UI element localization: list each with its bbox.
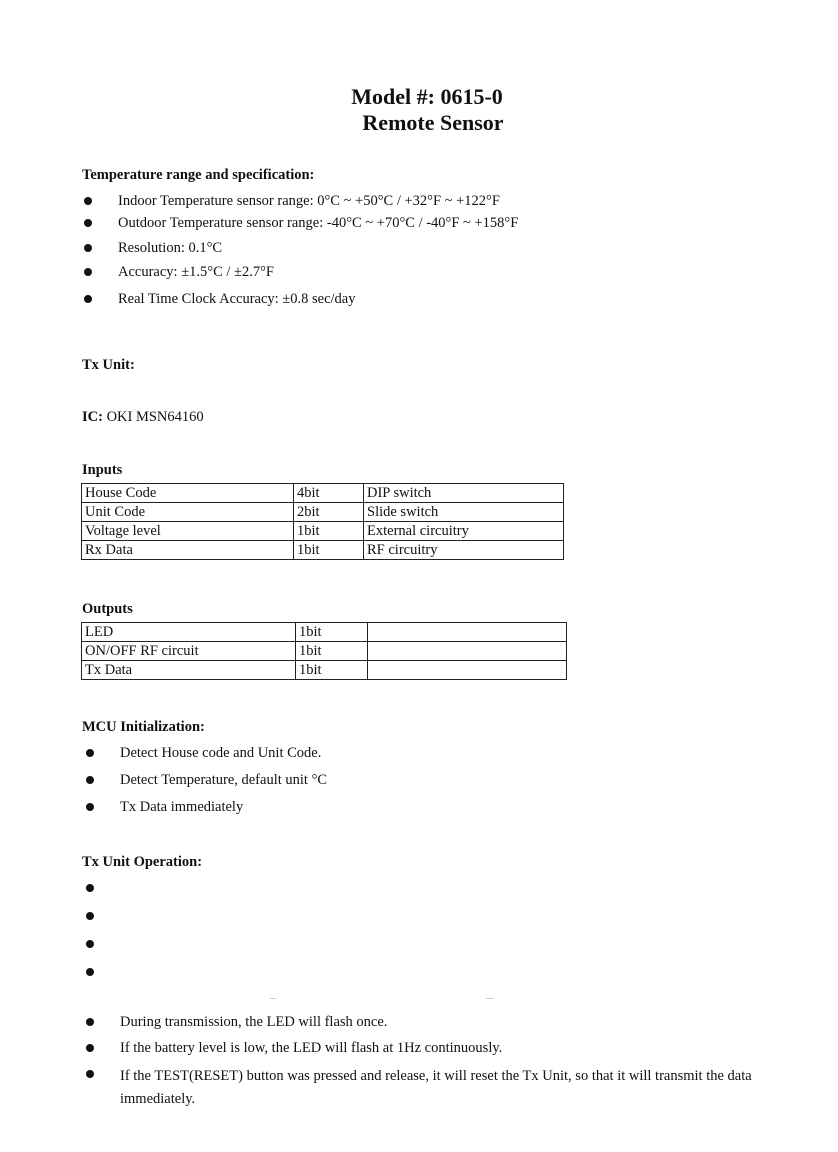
- table-cell: [368, 642, 567, 661]
- mcu-list: [84, 744, 327, 820]
- ic-label: IC:: [82, 409, 103, 425]
- model-number-title: Model #: 0615-0: [351, 84, 503, 109]
- bullet-icon: [86, 884, 94, 892]
- bullet-icon: [84, 197, 92, 205]
- bullet-icon: [86, 1018, 94, 1026]
- table-row: [82, 484, 564, 503]
- table-cell: House Code: [82, 484, 294, 503]
- list-item: [84, 879, 120, 907]
- temperature-list: [82, 192, 518, 312]
- table-cell: [368, 623, 567, 642]
- list-item: Indoor Temperature sensor range: 0°C ~ +50°C / +32°F ~ +122°F: [82, 192, 518, 214]
- table-cell: 1bit: [296, 623, 368, 642]
- list-item: Tx Data immediately: [84, 798, 327, 820]
- ic-line: [82, 408, 204, 426]
- table-cell: Tx Data: [82, 661, 296, 680]
- table-row: [82, 623, 567, 642]
- outputs-heading: Outputs: [82, 601, 133, 617]
- bullet-icon: [86, 940, 94, 948]
- bullet-icon: [84, 268, 92, 276]
- bullet-icon: [84, 219, 92, 227]
- table-cell: ON/OFF RF circuit: [82, 642, 296, 661]
- list-item: During transmission, the LED will flash once.: [84, 1013, 760, 1039]
- bullet-icon: [86, 776, 94, 784]
- table-cell: Slide switch: [364, 503, 564, 522]
- table-row: [82, 541, 564, 560]
- bullet-icon: [86, 749, 94, 757]
- table-cell: [368, 661, 567, 680]
- inputs-table: [81, 483, 564, 560]
- list-item: Real Time Clock Accuracy: ±0.8 sec/day: [82, 290, 518, 312]
- table-row: [82, 642, 567, 661]
- list-item: Resolution: 0.1°C: [82, 239, 518, 263]
- operation-heading: Tx Unit Operation:: [82, 854, 203, 870]
- list-item: Accuracy: ±1.5°C / ±2.7°F: [82, 263, 518, 290]
- list-item: [84, 935, 120, 963]
- tx-unit-heading: Tx Unit:: [82, 357, 135, 373]
- bullet-icon: [86, 1044, 94, 1052]
- list-item: Detect Temperature, default unit °C: [84, 771, 327, 798]
- ic-value: OKI MSN64160: [106, 409, 204, 425]
- scan-mark: [270, 998, 276, 999]
- mcu-heading: MCU Initialization:: [82, 719, 205, 735]
- bullet-icon: [86, 1070, 94, 1078]
- inputs-heading: Inputs: [82, 462, 123, 478]
- table-cell: DIP switch: [364, 484, 564, 503]
- table-cell: RF circuitry: [364, 541, 564, 560]
- table-row: [82, 522, 564, 541]
- bullet-icon: [84, 244, 92, 252]
- list-item: Detect House code and Unit Code.: [84, 744, 327, 771]
- list-item: If the TEST(RESET) button was pressed and release, it will reset the Tx Unit, so that it will transmit the data immediately.: [84, 1065, 760, 1111]
- list-item: [84, 963, 120, 991]
- operation-list: [84, 1013, 760, 1111]
- table-row: [82, 661, 567, 680]
- table-cell: 1bit: [294, 522, 364, 541]
- product-title: Remote Sensor: [362, 110, 504, 135]
- list-item: [84, 907, 120, 935]
- outputs-table: [81, 622, 567, 680]
- table-cell: Unit Code: [82, 503, 294, 522]
- table-cell: 4bit: [294, 484, 364, 503]
- list-item: Outdoor Temperature sensor range: -40°C ~ +70°C / -40°F ~ +158°F: [82, 214, 518, 239]
- table-cell: 1bit: [296, 642, 368, 661]
- table-row: [82, 503, 564, 522]
- scan-mark: [486, 998, 494, 999]
- bullet-icon: [86, 968, 94, 976]
- table-cell: LED: [82, 623, 296, 642]
- table-cell: External circuitry: [364, 522, 564, 541]
- operation-empty-list: [84, 879, 120, 991]
- table-cell: 2bit: [294, 503, 364, 522]
- table-cell: 1bit: [294, 541, 364, 560]
- temperature-heading: Temperature range and specification:: [82, 167, 315, 183]
- table-cell: Rx Data: [82, 541, 294, 560]
- bullet-icon: [86, 912, 94, 920]
- table-cell: Voltage level: [82, 522, 294, 541]
- list-item: If the battery level is low, the LED will flash at 1Hz continuously.: [84, 1039, 760, 1065]
- bullet-icon: [84, 295, 92, 303]
- bullet-icon: [86, 803, 94, 811]
- table-cell: 1bit: [296, 661, 368, 680]
